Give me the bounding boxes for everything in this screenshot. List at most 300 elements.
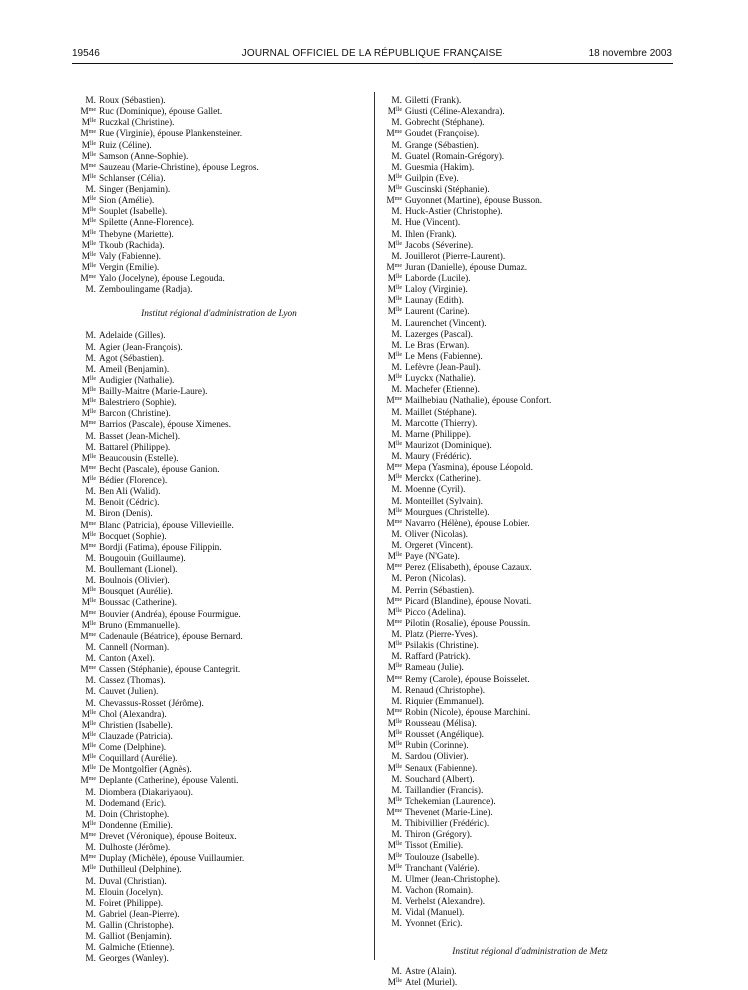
person-name: Raffard (Patrick). bbox=[405, 652, 471, 663]
civility-title: $M^{lle}$ bbox=[387, 307, 402, 318]
civility-title: M. bbox=[391, 774, 402, 785]
person-name: Ruczkal (Christine). bbox=[99, 118, 175, 129]
civility-title: $M^{me}$ bbox=[80, 542, 96, 553]
list-item bbox=[74, 832, 364, 843]
person-name: Le Mens (Fabienne). bbox=[405, 351, 483, 362]
list-item bbox=[380, 708, 680, 719]
person-name: Grange (Sébastien). bbox=[405, 140, 479, 151]
civility-title: $M^{lle}$ bbox=[387, 440, 402, 451]
person-name: Giletti (Frank). bbox=[405, 96, 462, 106]
person-name: Souchard (Albert). bbox=[405, 774, 475, 785]
list-item bbox=[74, 810, 364, 821]
civility-title: $M^{lle}$ bbox=[81, 262, 96, 273]
list-item bbox=[74, 732, 364, 743]
civility-title: M. bbox=[391, 385, 402, 396]
person-name: Dulhoste (Jérôme). bbox=[99, 843, 171, 854]
person-name: Sauzeau (Marie-Christine), épouse Legros. bbox=[99, 162, 259, 173]
list-item bbox=[74, 543, 364, 554]
person-name: Battarel (Philippe). bbox=[99, 442, 171, 453]
list-item bbox=[74, 152, 364, 163]
person-name: Atel (Muriel). bbox=[405, 977, 458, 988]
list-item bbox=[74, 676, 364, 687]
person-name: Bailly-Maitre (Marie-Laure). bbox=[99, 387, 208, 397]
list-item bbox=[74, 854, 364, 865]
civility-title: $M^{lle}$ bbox=[387, 763, 402, 774]
civility-title: M. bbox=[391, 630, 402, 640]
civility-title: M. bbox=[391, 785, 402, 796]
list-item bbox=[74, 754, 364, 765]
list-item bbox=[74, 241, 364, 252]
person-name: Guatel (Romain-Grégory). bbox=[405, 151, 505, 162]
civility-title: $M^{lle}$ bbox=[81, 207, 96, 218]
civility-title: M. bbox=[391, 207, 402, 218]
civility-title: $M^{me}$ bbox=[386, 196, 402, 207]
person-name: Picard (Blandine), épouse Novati. bbox=[405, 596, 532, 607]
civility-title: $M^{lle}$ bbox=[387, 285, 402, 296]
list-item bbox=[74, 621, 364, 632]
civility-title: $M^{me}$ bbox=[80, 832, 96, 842]
name-list bbox=[74, 96, 364, 296]
person-name: Dodemand (Eric). bbox=[99, 798, 167, 809]
list-item bbox=[74, 665, 364, 676]
civility-title: M. bbox=[85, 676, 96, 687]
civility-title: $M^{lle}$ bbox=[81, 598, 96, 609]
list-item bbox=[74, 765, 364, 776]
list-item bbox=[74, 888, 364, 899]
person-name: Souplet (Isabelle). bbox=[99, 207, 168, 218]
person-name: Maury (Frédéric). bbox=[405, 452, 472, 462]
header-rule bbox=[72, 63, 673, 64]
left-column bbox=[74, 96, 364, 966]
person-name: Jouillerot (Pierre-Laurent). bbox=[405, 251, 506, 262]
person-name: Ulmer (Jean-Christophe). bbox=[405, 874, 501, 885]
person-name: Laborde (Lucile). bbox=[405, 274, 471, 284]
civility-title: $M^{lle}$ bbox=[387, 351, 402, 362]
civility-title: M. bbox=[391, 485, 402, 496]
list-item bbox=[380, 352, 680, 363]
person-name: Chol (Alexandra). bbox=[99, 709, 167, 720]
civility-title: M. bbox=[85, 876, 96, 887]
person-name: Ameil (Benjamin). bbox=[99, 364, 170, 375]
civility-title: M. bbox=[391, 218, 402, 229]
person-name: Schlanser (Célia). bbox=[99, 173, 166, 184]
list-item bbox=[74, 285, 364, 296]
civility-title: $M^{lle}$ bbox=[387, 107, 402, 118]
list-item bbox=[380, 630, 680, 641]
person-name: Thibivillier (Frédéric). bbox=[405, 819, 490, 830]
list-item bbox=[380, 875, 680, 886]
civility-title: $M^{me}$ bbox=[386, 707, 402, 718]
person-name: Juran (Danielle), épouse Dumaz. bbox=[405, 262, 528, 273]
person-name: Picco (Adelina). bbox=[405, 607, 466, 618]
list-item bbox=[74, 230, 364, 241]
civility-title: $M^{me}$ bbox=[80, 665, 96, 676]
person-name: Samson (Anne-Sophie). bbox=[99, 151, 189, 162]
person-name: Drevet (Véronique), épouse Boiteux. bbox=[99, 832, 237, 842]
civility-title: $M^{lle}$ bbox=[81, 820, 96, 831]
person-name: Roux (Sébastien). bbox=[99, 96, 166, 106]
person-name: Laurenchet (Vincent). bbox=[405, 318, 487, 329]
civility-title: M. bbox=[85, 798, 96, 809]
list-item bbox=[380, 741, 680, 752]
list-item bbox=[380, 552, 680, 563]
civility-title: M. bbox=[391, 919, 402, 930]
civility-title: $M^{lle}$ bbox=[81, 151, 96, 162]
person-name: Duplay (Michèle), épouse Vuillaumier. bbox=[99, 854, 245, 865]
civility-title: $M^{me}$ bbox=[80, 631, 96, 642]
list-item bbox=[380, 897, 680, 908]
civility-title: M. bbox=[85, 642, 96, 653]
list-item bbox=[380, 129, 680, 140]
list-item bbox=[74, 509, 364, 520]
list-item bbox=[74, 454, 364, 465]
list-item bbox=[380, 675, 680, 686]
civility-title: $M^{me}$ bbox=[386, 563, 402, 574]
civility-title: $M^{lle}$ bbox=[387, 841, 402, 852]
person-name: Georges (Wanley). bbox=[99, 954, 169, 965]
person-name: Bouvier (Andréa), épouse Fourmigue. bbox=[99, 609, 241, 620]
person-name: Bédier (Florence). bbox=[99, 476, 168, 486]
person-name: Jacobs (Séverine). bbox=[405, 240, 474, 251]
civility-title: M. bbox=[391, 696, 402, 707]
civility-title: $M^{lle}$ bbox=[387, 730, 402, 741]
civility-title: $M^{lle}$ bbox=[387, 977, 402, 988]
person-name: Vidal (Manuel). bbox=[405, 908, 465, 919]
person-name: Bousquet (Aurélie). bbox=[99, 587, 173, 598]
list-item bbox=[74, 899, 364, 910]
list-item bbox=[380, 652, 680, 663]
list-item bbox=[74, 174, 364, 185]
list-item bbox=[380, 597, 680, 608]
civility-title: $M^{lle}$ bbox=[387, 507, 402, 518]
person-name: Marne (Philippe). bbox=[405, 429, 472, 440]
person-name: Navarro (Hélène), épouse Lobier. bbox=[405, 518, 530, 529]
person-name: Agier (Jean-François). bbox=[99, 342, 183, 353]
person-name: Verhelst (Alexandre). bbox=[405, 897, 486, 907]
civility-title: M. bbox=[391, 407, 402, 418]
civility-title: M. bbox=[391, 685, 402, 696]
name-list bbox=[74, 331, 364, 965]
person-name: Thiron (Grégory). bbox=[405, 830, 473, 841]
list-item bbox=[380, 241, 680, 252]
person-name: Becht (Pascale), épouse Ganion. bbox=[99, 464, 220, 475]
list-item bbox=[380, 719, 680, 730]
person-name: Coquillard (Aurélie). bbox=[99, 754, 178, 765]
person-name: Pilotin (Rosalie), épouse Poussin. bbox=[405, 618, 531, 629]
person-name: Come (Delphine). bbox=[99, 743, 167, 753]
civility-title: M. bbox=[391, 966, 402, 977]
person-name: Lazerges (Pascal). bbox=[405, 329, 473, 340]
person-name: Dondenne (Emilie). bbox=[99, 820, 173, 831]
civility-title: M. bbox=[85, 809, 96, 820]
list-item bbox=[380, 786, 680, 797]
civility-title: M. bbox=[391, 897, 402, 907]
person-name: Thevenet (Marie-Line). bbox=[405, 808, 493, 818]
civility-title: $M^{me}$ bbox=[386, 129, 402, 140]
civility-title: M. bbox=[391, 908, 402, 919]
list-item bbox=[380, 185, 680, 196]
list-item bbox=[74, 654, 364, 665]
person-name: Peron (Nicolas). bbox=[405, 574, 466, 585]
person-name: Cannell (Norman). bbox=[99, 642, 170, 653]
list-item bbox=[74, 565, 364, 576]
civility-title: $M^{lle}$ bbox=[81, 240, 96, 251]
list-item bbox=[74, 521, 364, 532]
list-item bbox=[380, 864, 680, 875]
list-item bbox=[380, 263, 680, 274]
person-name: Boussac (Catherine). bbox=[99, 598, 177, 609]
civility-title: $M^{lle}$ bbox=[81, 251, 96, 262]
list-item bbox=[74, 687, 364, 698]
civility-title: M. bbox=[391, 418, 402, 429]
civility-title: M. bbox=[85, 921, 96, 931]
civility-title: $M^{lle}$ bbox=[81, 398, 96, 409]
civility-title: $M^{lle}$ bbox=[81, 476, 96, 486]
civility-title: $M^{lle}$ bbox=[81, 118, 96, 129]
right-column bbox=[380, 96, 680, 989]
list-item bbox=[380, 563, 680, 574]
list-item bbox=[380, 497, 680, 508]
civility-title: M. bbox=[391, 429, 402, 440]
civility-title: M. bbox=[391, 452, 402, 462]
civility-title: M. bbox=[85, 342, 96, 353]
civility-title: $M^{lle}$ bbox=[81, 140, 96, 151]
civility-title: M. bbox=[391, 140, 402, 151]
person-name: De Montgolfier (Agnès). bbox=[99, 765, 192, 776]
person-name: Mepa (Yasmina), épouse Léopold. bbox=[405, 463, 533, 474]
civility-title: $M^{lle}$ bbox=[81, 409, 96, 420]
person-name: Basset (Jean-Michel). bbox=[99, 431, 181, 442]
list-item bbox=[74, 699, 364, 710]
person-name: Toulouze (Isabelle). bbox=[405, 852, 480, 863]
person-name: Vergin (Emilie). bbox=[99, 262, 160, 273]
list-item bbox=[380, 141, 680, 152]
civility-title: $M^{me}$ bbox=[80, 274, 96, 284]
list-item bbox=[380, 663, 680, 674]
list-item bbox=[380, 252, 680, 263]
civility-title: M. bbox=[85, 687, 96, 698]
person-name: Astre (Alain). bbox=[405, 966, 457, 977]
list-item bbox=[380, 967, 680, 978]
civility-title: $M^{me}$ bbox=[80, 107, 96, 118]
person-name: Rousseau (Mélisa). bbox=[405, 719, 477, 729]
list-item bbox=[380, 307, 680, 318]
list-item bbox=[380, 808, 680, 819]
civility-title: M. bbox=[391, 118, 402, 129]
person-name: Adelaide (Gilles). bbox=[99, 331, 166, 342]
civility-title: $M^{lle}$ bbox=[387, 641, 402, 652]
civility-title: M. bbox=[391, 574, 402, 585]
list-item bbox=[74, 432, 364, 443]
list-item bbox=[380, 608, 680, 619]
list-item bbox=[74, 343, 364, 354]
list-item bbox=[74, 743, 364, 754]
person-name: Taillandier (Francis). bbox=[405, 785, 484, 796]
civility-title: $M^{me}$ bbox=[80, 420, 96, 431]
person-name: Galliot (Benjamin). bbox=[99, 932, 172, 943]
person-name: Orgeret (Vincent). bbox=[405, 541, 473, 551]
civility-title: M. bbox=[391, 541, 402, 551]
list-item bbox=[74, 185, 364, 196]
civility-title: M. bbox=[85, 364, 96, 375]
civility-title: M. bbox=[85, 654, 96, 664]
civility-title: M. bbox=[85, 943, 96, 954]
list-item bbox=[380, 978, 680, 989]
list-item bbox=[74, 821, 364, 832]
list-item bbox=[74, 877, 364, 888]
person-name: Ihlen (Frank). bbox=[405, 229, 457, 240]
list-item bbox=[74, 129, 364, 140]
list-item bbox=[380, 430, 680, 441]
page-header bbox=[72, 48, 672, 62]
list-item bbox=[74, 387, 364, 398]
civility-title: M. bbox=[85, 887, 96, 898]
person-name: Merckx (Catherine). bbox=[405, 474, 481, 485]
list-item bbox=[74, 118, 364, 129]
person-name: Vachon (Romain). bbox=[405, 885, 474, 896]
civility-title: $M^{me}$ bbox=[386, 674, 402, 685]
civility-title: M. bbox=[85, 553, 96, 564]
list-item bbox=[380, 163, 680, 174]
list-item bbox=[380, 152, 680, 163]
section-title-lyon: Institut régional d'administration de Lyon bbox=[141, 309, 297, 320]
civility-title: M. bbox=[85, 909, 96, 920]
person-name: Huck-Astier (Christophe). bbox=[405, 207, 503, 218]
list-item bbox=[74, 207, 364, 218]
list-item bbox=[380, 207, 680, 218]
list-item bbox=[380, 764, 680, 775]
civility-title: M. bbox=[85, 185, 96, 195]
list-item bbox=[380, 908, 680, 919]
person-name: Deplante (Catherine), épouse Valenti. bbox=[99, 776, 239, 787]
section-title-metz: Institut régional d'administration de Metz bbox=[452, 947, 608, 958]
civility-title: $M^{me}$ bbox=[386, 596, 402, 607]
list-item bbox=[380, 174, 680, 185]
list-item bbox=[380, 619, 680, 630]
person-name: Remy (Carole), épouse Boisselet. bbox=[405, 674, 530, 685]
list-item bbox=[74, 107, 364, 118]
civility-title: $M^{me}$ bbox=[386, 463, 402, 474]
list-item bbox=[74, 376, 364, 387]
civility-title: $M^{lle}$ bbox=[81, 587, 96, 598]
civility-title: $M^{lle}$ bbox=[387, 374, 402, 385]
civility-title: $M^{me}$ bbox=[386, 262, 402, 273]
list-item bbox=[74, 921, 364, 932]
list-item bbox=[380, 274, 680, 285]
civility-title: M. bbox=[85, 898, 96, 909]
civility-title: M. bbox=[391, 819, 402, 830]
person-name: Singer (Benjamin). bbox=[99, 185, 171, 195]
civility-title: $M^{lle}$ bbox=[81, 196, 96, 207]
list-item bbox=[74, 476, 364, 487]
civility-title: $M^{lle}$ bbox=[387, 663, 402, 674]
civility-title: $M^{lle}$ bbox=[387, 607, 402, 618]
list-item bbox=[74, 498, 364, 509]
list-item bbox=[74, 587, 364, 598]
civility-title: M. bbox=[85, 442, 96, 453]
list-item bbox=[380, 797, 680, 808]
person-name: Monteillet (Sylvain). bbox=[405, 496, 483, 507]
list-item bbox=[380, 686, 680, 697]
person-name: Clauzade (Patricia). bbox=[99, 731, 173, 742]
civility-title: $M^{me}$ bbox=[80, 776, 96, 787]
civility-title: $M^{lle}$ bbox=[81, 620, 96, 631]
person-name: Benoit (Cédric). bbox=[99, 498, 160, 509]
person-name: Riquier (Emmanuel). bbox=[405, 696, 485, 707]
civility-title: $M^{lle}$ bbox=[81, 720, 96, 731]
civility-title: $M^{lle}$ bbox=[387, 796, 402, 807]
civility-title: $M^{lle}$ bbox=[81, 453, 96, 464]
list-item bbox=[74, 532, 364, 543]
civility-title: $M^{lle}$ bbox=[81, 765, 96, 776]
civility-title: M. bbox=[391, 318, 402, 329]
person-name: Valy (Fabienne). bbox=[99, 251, 161, 262]
civility-title: $M^{lle}$ bbox=[81, 709, 96, 720]
person-name: Senaux (Fabienne). bbox=[405, 763, 478, 774]
person-name: Beaucousin (Estelle). bbox=[99, 453, 179, 464]
list-item bbox=[74, 598, 364, 609]
list-item bbox=[74, 643, 364, 654]
civility-title: M. bbox=[85, 954, 96, 965]
list-item bbox=[380, 519, 680, 530]
list-item bbox=[74, 788, 364, 799]
civility-title: $M^{lle}$ bbox=[387, 719, 402, 729]
list-item bbox=[380, 374, 680, 385]
list-item bbox=[380, 296, 680, 307]
civility-title: M. bbox=[85, 565, 96, 575]
list-item bbox=[74, 465, 364, 476]
person-name: Spilette (Anne-Florence). bbox=[99, 218, 195, 229]
civility-title: $M^{lle}$ bbox=[81, 865, 96, 876]
civility-title: $M^{lle}$ bbox=[81, 173, 96, 184]
person-name: Foiret (Philippe). bbox=[99, 898, 164, 909]
civility-title: M. bbox=[391, 340, 402, 351]
list-item bbox=[380, 441, 680, 452]
civility-title: M. bbox=[391, 529, 402, 540]
person-name: Oliver (Nicolas). bbox=[405, 529, 468, 540]
person-name: Gobrecht (Stéphane). bbox=[405, 118, 485, 129]
list-item bbox=[74, 96, 364, 107]
civility-title: M. bbox=[391, 496, 402, 507]
list-item bbox=[380, 107, 680, 118]
person-name: Perez (Elisabeth), épouse Cazaux. bbox=[405, 563, 532, 574]
list-item bbox=[74, 365, 364, 376]
person-name: Psilakis (Christine). bbox=[405, 641, 479, 652]
civility-title: M. bbox=[391, 874, 402, 885]
person-name: Luyckx (Nathalie). bbox=[405, 374, 476, 385]
list-item bbox=[74, 932, 364, 943]
civility-title: M. bbox=[391, 329, 402, 340]
page-number: 19546 bbox=[72, 48, 100, 59]
list-item bbox=[74, 610, 364, 621]
list-item bbox=[74, 710, 364, 721]
person-name: Perrin (Sébastien). bbox=[405, 585, 475, 596]
list-item bbox=[380, 96, 680, 107]
civility-title: M. bbox=[85, 331, 96, 342]
civility-title: $M^{lle}$ bbox=[387, 274, 402, 284]
person-name: Tissot (Emilie). bbox=[405, 841, 464, 852]
civility-title: $M^{lle}$ bbox=[387, 552, 402, 563]
civility-title: M. bbox=[85, 353, 96, 364]
person-name: Moenne (Cyril). bbox=[405, 485, 466, 496]
list-item bbox=[74, 632, 364, 643]
person-name: Bougouin (Guillaume). bbox=[99, 553, 186, 564]
list-item bbox=[380, 530, 680, 541]
civility-title: M. bbox=[391, 151, 402, 162]
list-item bbox=[380, 408, 680, 419]
person-name: Tranchant (Valérie). bbox=[405, 863, 480, 874]
person-name: Thebyne (Mariette). bbox=[99, 229, 174, 240]
